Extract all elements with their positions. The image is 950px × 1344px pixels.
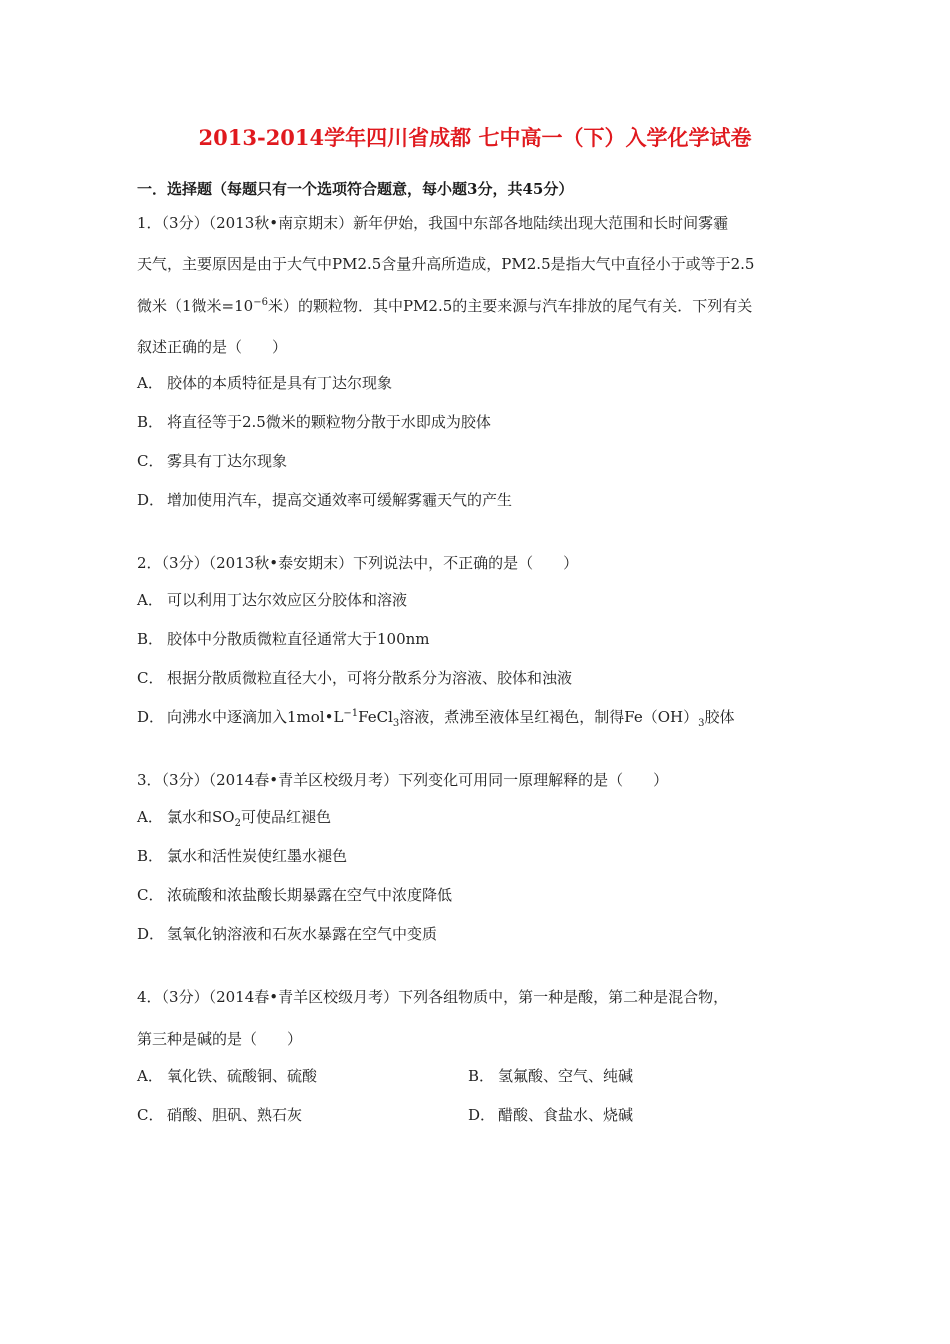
- question-2-option-b: [137, 629, 430, 649]
- option-key: D．: [137, 925, 165, 943]
- option-text-d: 胶体: [704, 708, 735, 726]
- question-1-option-d: [137, 490, 512, 510]
- section-heading: 一．选择题（每题只有一个选项符合题意，每小题3分，共45分）: [137, 180, 574, 198]
- option-text: 硝酸、胆矾、熟石灰: [167, 1106, 303, 1124]
- question-2-option-a: [137, 590, 407, 610]
- unit-exponent: −1: [343, 708, 359, 719]
- option-key: B．: [137, 413, 164, 431]
- option-key: A．: [137, 1067, 163, 1085]
- option-text-a: 氯水和SO: [167, 808, 235, 826]
- question-3-option-b: [137, 846, 347, 866]
- question-4-line-2: 第三种是碱的是（ ）: [137, 1030, 303, 1048]
- question-1-exponent: −6: [253, 297, 268, 308]
- option-text: 根据分散质微粒直径大小，可将分散系分为溶液、胶体和浊液: [167, 669, 573, 687]
- option-text: 氧化铁、硫酸铜、硫酸: [167, 1067, 318, 1085]
- option-text: 氢氟酸、空气、纯碱: [498, 1067, 634, 1085]
- option-text: 胶体中分散质微粒直径通常大于100nm: [167, 630, 430, 648]
- formula-subscript: 3: [392, 718, 400, 729]
- question-2-line-1: 2．（3分）（2013秋•泰安期末）下列说法中，不正确的是（ ）: [137, 554, 579, 572]
- question-4-option-b: [468, 1066, 633, 1086]
- question-1-line-4: 叙述正确的是（ ）: [137, 338, 288, 356]
- question-3-line-1: 3．（3分）（2014春•青羊区校级月考）下列变化可用同一原理解释的是（ ）: [137, 771, 669, 789]
- option-key: C．: [137, 886, 164, 904]
- option-key: B．: [137, 630, 164, 648]
- question-1-option-c: [137, 451, 287, 471]
- question-2-option-d: [137, 707, 735, 727]
- option-text-c: 溶液，煮沸至液体呈红褐色，制得Fe（OH）: [399, 708, 699, 726]
- option-key: C．: [137, 452, 164, 470]
- option-text-b: FeCl: [358, 708, 393, 726]
- option-key: C．: [137, 669, 164, 687]
- option-text: 醋酸、食盐水、烧碱: [498, 1106, 634, 1124]
- option-text: 浓硫酸和浓盐酸长期暴露在空气中浓度降低: [167, 886, 453, 904]
- question-1-line-3: [137, 296, 752, 316]
- option-text: 可以利用丁达尔效应区分胶体和溶液: [167, 591, 408, 609]
- option-key: A．: [137, 808, 163, 826]
- question-4-option-a: [137, 1066, 317, 1086]
- question-3-option-a: [137, 807, 331, 827]
- option-text: 胶体的本质特征是具有丁达尔现象: [167, 374, 393, 392]
- option-text: 氯水和活性炭使红墨水褪色: [167, 847, 348, 865]
- question-3-option-d: [137, 924, 437, 944]
- question-1-line-3b: 米）的颗粒物．其中PM2.5的主要来源与汽车排放的尾气有关．下列有关: [267, 297, 753, 315]
- option-key: B．: [137, 847, 164, 865]
- option-text-b: 可使品红褪色: [240, 808, 331, 826]
- option-key: D．: [137, 708, 165, 726]
- question-1-line-2: 天气，主要原因是由于大气中PM2.5含量升高所造成，PM2.5是指大气中直径小于或等于2.5: [137, 255, 755, 273]
- exam-title: 2013-2014学年四川省成都 七中高一（下）入学化学试卷: [198, 125, 752, 150]
- option-key: D．: [468, 1106, 496, 1124]
- formula-subscript: 2: [234, 818, 241, 829]
- question-1-line-3a: 微米（1微米=10: [137, 297, 254, 315]
- option-key: A．: [137, 591, 163, 609]
- question-4-option-d: [468, 1105, 633, 1125]
- question-1-line-1: 1．（3分）（2013秋•南京期末）新年伊始，我国中东部各地陆续出现大范围和长时间雾霾: [137, 214, 729, 232]
- question-2-option-c: [137, 668, 572, 688]
- formula-subscript: 3: [698, 718, 705, 729]
- question-1-option-a: [137, 373, 392, 393]
- option-text: 雾具有丁达尔现象: [167, 452, 288, 470]
- option-text: 氢氧化钠溶液和石灰水暴露在空气中变质: [167, 925, 438, 943]
- option-key: B．: [468, 1067, 495, 1085]
- option-key: A．: [137, 374, 163, 392]
- question-4-option-c: [137, 1105, 302, 1125]
- option-key: C．: [137, 1106, 164, 1124]
- question-4-line-1: 4．（3分）（2014春•青羊区校级月考）下列各组物质中，第一种是酸，第二种是混合物，: [137, 988, 729, 1006]
- option-text: 将直径等于2.5微米的颗粒物分散于水即成为胶体: [167, 413, 491, 431]
- option-key: D．: [137, 491, 165, 509]
- option-text: 增加使用汽车，提高交通效率可缓解雾霾天气的产生: [167, 491, 513, 509]
- question-3-option-c: [137, 885, 452, 905]
- question-1-option-b: [137, 412, 491, 432]
- option-text-a: 向沸水中逐滴加入1mol•L: [167, 708, 344, 726]
